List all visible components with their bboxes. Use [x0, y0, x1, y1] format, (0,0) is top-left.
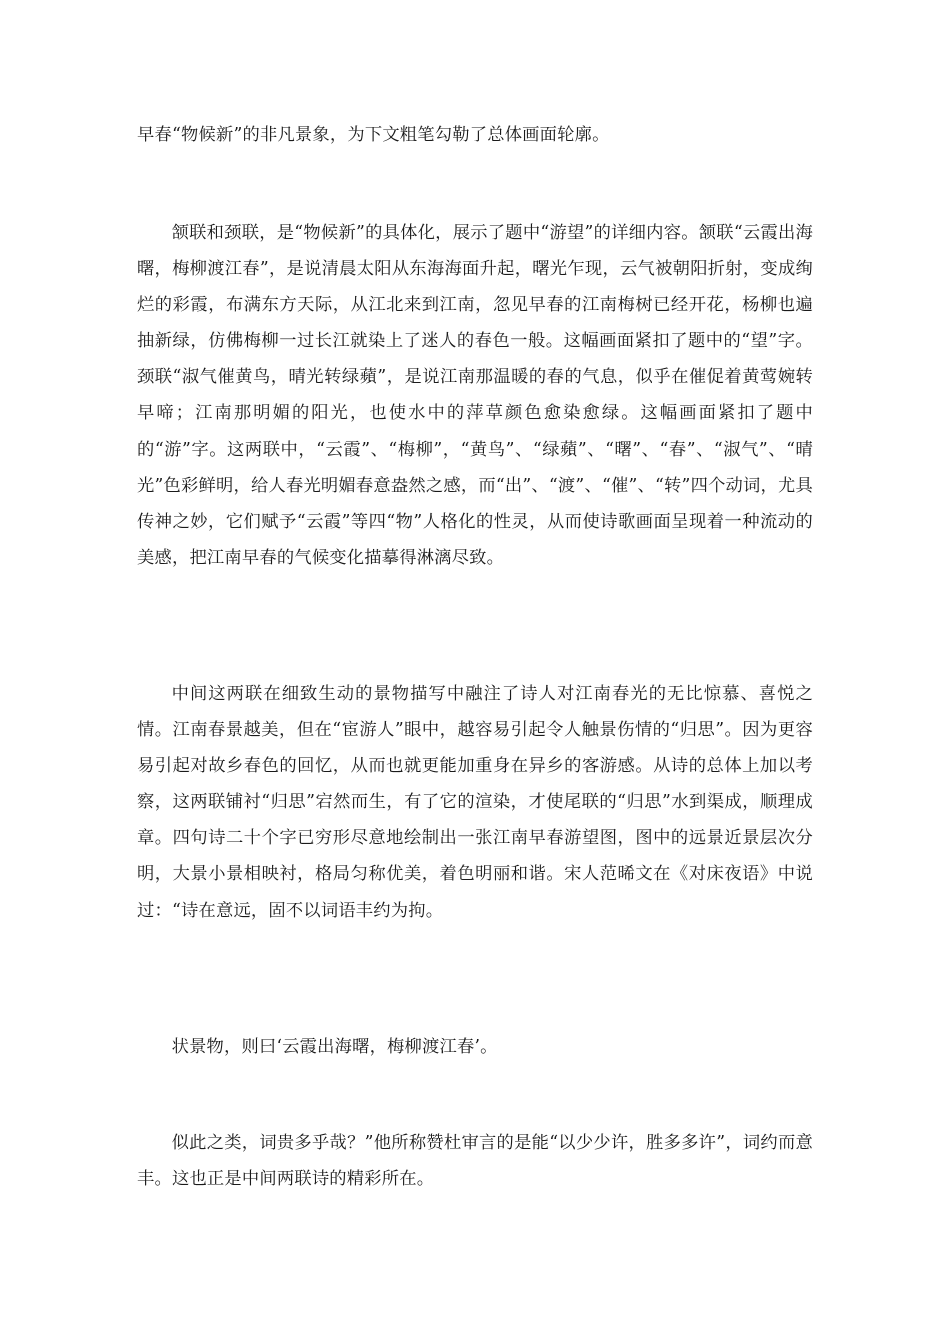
paragraph-2: 颔联和颈联，是“物候新”的具体化，展示了题中“游望”的详细内容。颔联“云霞出海曙，梅柳渡江春”，是说清晨太阳从东海海面升起，曙光乍现，云气被朝阳折射，变成绚烂的彩霞，布满东方天际，从江北来到江南，忽见早春的江南梅树已经开花，杨柳也遍抽新绿，仿佛梅柳一过长江就染上了迷人的春色一般。这幅画面紧扣了题中的“望”字。颈联“淑气催黄鸟，晴光转绿蘋”，是说江南那温暖的春的气息，似乎在催促着黄莺婉转早啼；江南那明媚的阳光，也使水中的萍草颜色愈染愈绿。这幅画面紧扣了题中的“游”字。这两联中，“云霞”、“梅柳”，“黄鸟”、“绿蘋”、“曙”、“春”、“淑气”、“晴光”色彩鲜明，给人春光明媚春意盎然之感，而“出”、“渡”、“催”、“转”四个动词，尤具传神之妙，它们赋予“云霞”等四“物”人格化的性灵，从而使诗歌画面呈现着一种流动的美感，把江南早春的气候变化描摹得淋漓尽致。 [137, 223, 813, 568]
paragraph-3: 中间这两联在细致生动的景物描写中融注了诗人对江南春光的无比惊慕、喜悦之情。江南春景越美，但在“宦游人”眼中，越容易引起令人触景伤情的“归思”。因为更容易引起对故乡春色的回忆，从而也就更能加重身在异乡的客游感。从诗的总体上加以考察，这两联铺衬“归思”宕然而生，有了它的渲染，才使尾联的“归思”水到渠成，顺理成章。四句诗二十个字已穷形尽意地绘制出一张江南早春游望图，图中的远景近景层次分明，大景小景相映衬，格局匀称优美，着色明丽和谐。宋人范晞文在《对床夜语》中说过：“诗在意远，固不以词语丰约为拘。 [137, 684, 813, 921]
paragraph-4: 状景物，则曰‘云霞出海曙，梅柳渡江春’。 [171, 1037, 498, 1057]
paragraph-1: 早春“物候新”的非凡景象，为下文粗笔勾勒了总体画面轮廓。 [137, 125, 610, 145]
paragraph-5: 似此之类，词贵多乎哉？”他所称赞杜审言的是能“以少少许，胜多多许”，词约而意丰。这也正是中间两联诗的精彩所在。 [137, 1133, 813, 1190]
